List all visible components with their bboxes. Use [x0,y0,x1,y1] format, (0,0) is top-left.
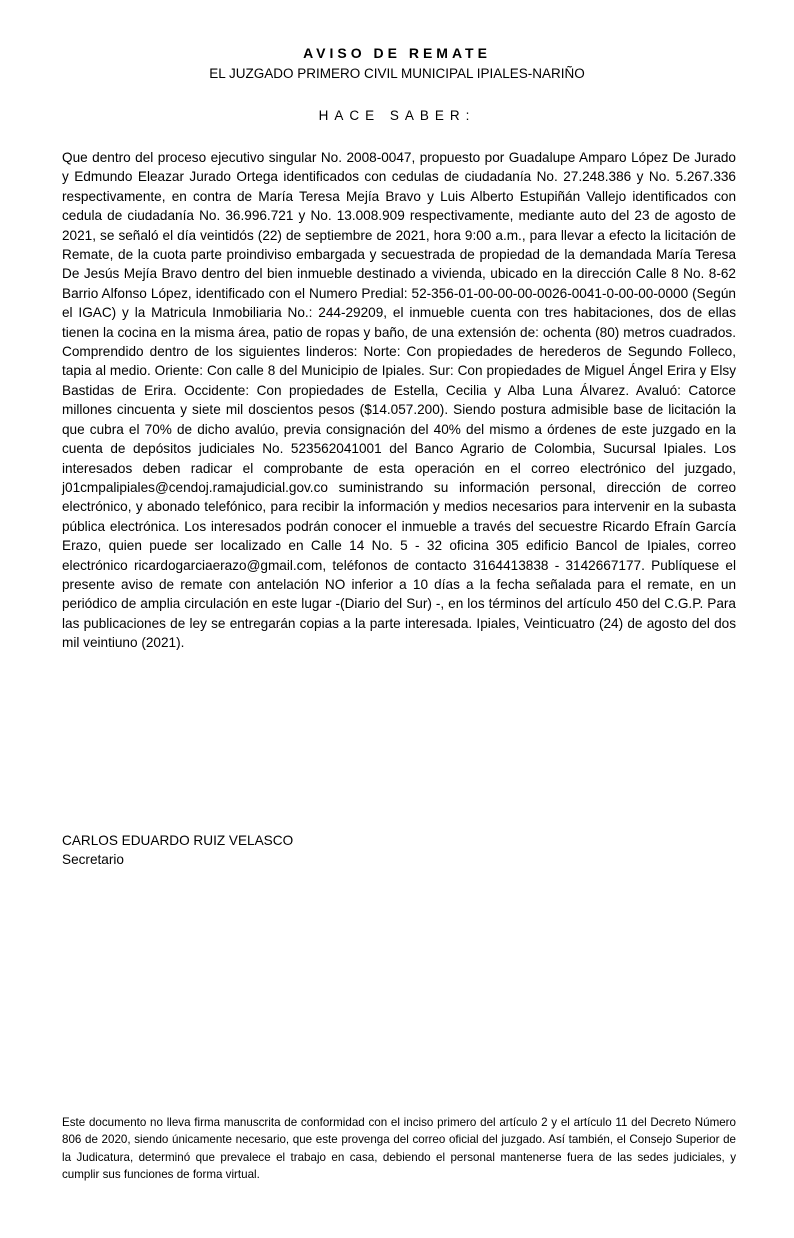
notice-body-paragraph: Que dentro del proceso ejecutivo singular No. 2008-0047, propuesto por Guadalupe Amparo López De Jurado y Edmundo Eleazar Jurado Ortega identificados con cedulas de ciudadanía No. 27.248.386 y No. 5.267.336 respectivamente, en contra de María Teresa Mejía Bravo y Luis Alberto Estupiñán Vallejo identificados con cedula de ciudadanía No. 36.996.721 y No. 13.008.909 respectivamente, mediante auto del 23 de agosto de 2021, se señaló el día veintidós (22) de septiembre de 2021, hora 9:00 a.m., para llevar a efecto la licitación de Remate, de la cuota parte proindiviso embargada y secuestrada de propiedad de la demandada María Teresa De Jesús Mejía Bravo dentro del bien inmueble destinado a vivienda, ubicado en la dirección Calle 8 No. 8-62 Barrio Alfonso López, identificado con el Numero Predial: 52-356-01-00-00-00-0026-0041-0-00-00-0000 (Según el IGAC) y la Matricula Inmobiliaria No.: 244-29209, el inmueble cuenta con tres habitaciones, dos de ellas tienen la cocina en la misma área, patio de ropas y baño, de una extensión de: ochenta (80) metros cuadrados. Comprendido dentro de los siguientes linderos: Norte: Con propiedades de herederos de Segundo Folleco, tapia al medio. Oriente: Con calle 8 del Municipio de Ipiales. Sur: Con propiedades de Miguel Ángel Erira y Elsy Bastidas de Erira. Occidente: Con propiedades de Estella, Cecilia y Alba Luna Álvarez. Avaluó: Catorce millones cincuenta y siete mil doscientos pesos ($14.057.200). Siendo postura admisible base de licitación la que cubra el 70% de dicho avalúo, previa consignación del 40% del mismo a órdenes de este juzgado en la cuenta de depósitos judiciales No. 523562041001 del Banco Agrario de Colombia, Sucursal Ipiales. Los interesados deben radicar el comprobante de esta operación en el correo electrónico del juzgado, j01cmpalipiales@cendoj.ramajudicial.gov.co suministrando su información personal, dirección de correo electrónico, y abonado telefónico, para recibir la información y medios necesarios para intervenir en la subasta pública electrónica. Los interesados podrán conocer el inmueble a través del secuestre Ricardo Efraín García Erazo, quien puede ser localizado en Calle 14 No. 5 - 32 oficina 305 edificio Bancol de Ipiales, correo electrónico ricardogarciaerazo@gmail.com, teléfonos de contacto 3164413838 - 3142667177. Publíquese el presente aviso de remate con antelación NO inferior a 10 días a la fecha señalada para el remate, en un periódico de amplia circulación en este lugar -(Diario del Sur) -, en los términos del artículo 450 del C.G.P. Para las publicaciones de ley se entregarán copias a la parte interesada. Ipiales, Veinticuatro (24) de agosto del dos mil veintiuno (2021). [62,150,736,651]
signer-role: Secretario [62,852,124,867]
hace-saber-heading: HACE SABER: [318,108,476,123]
footnote-disclaimer: Este documento no lleva firma manuscrita de conformidad con el inciso primero del artículo 2 y el artículo 11 del Decreto Número 806 de 2020, siendo únicamente necesario, que este provenga del correo oficial del juzgado. Así también, el Consejo Superior de la Judicatura, determinó que prevalece el trabajo en casa, debiendo el personal mantenerse fuera de las sedes judiciales, y cumplir sus funciones de forma virtual. [62,1116,736,1182]
signer-name: CARLOS EDUARDO RUIZ VELASCO [62,833,294,848]
court-name: EL JUZGADO PRIMERO CIVIL MUNICIPAL IPIALES-NARIÑO [209,66,585,81]
document-title: AVISO DE REMATE [303,45,491,61]
